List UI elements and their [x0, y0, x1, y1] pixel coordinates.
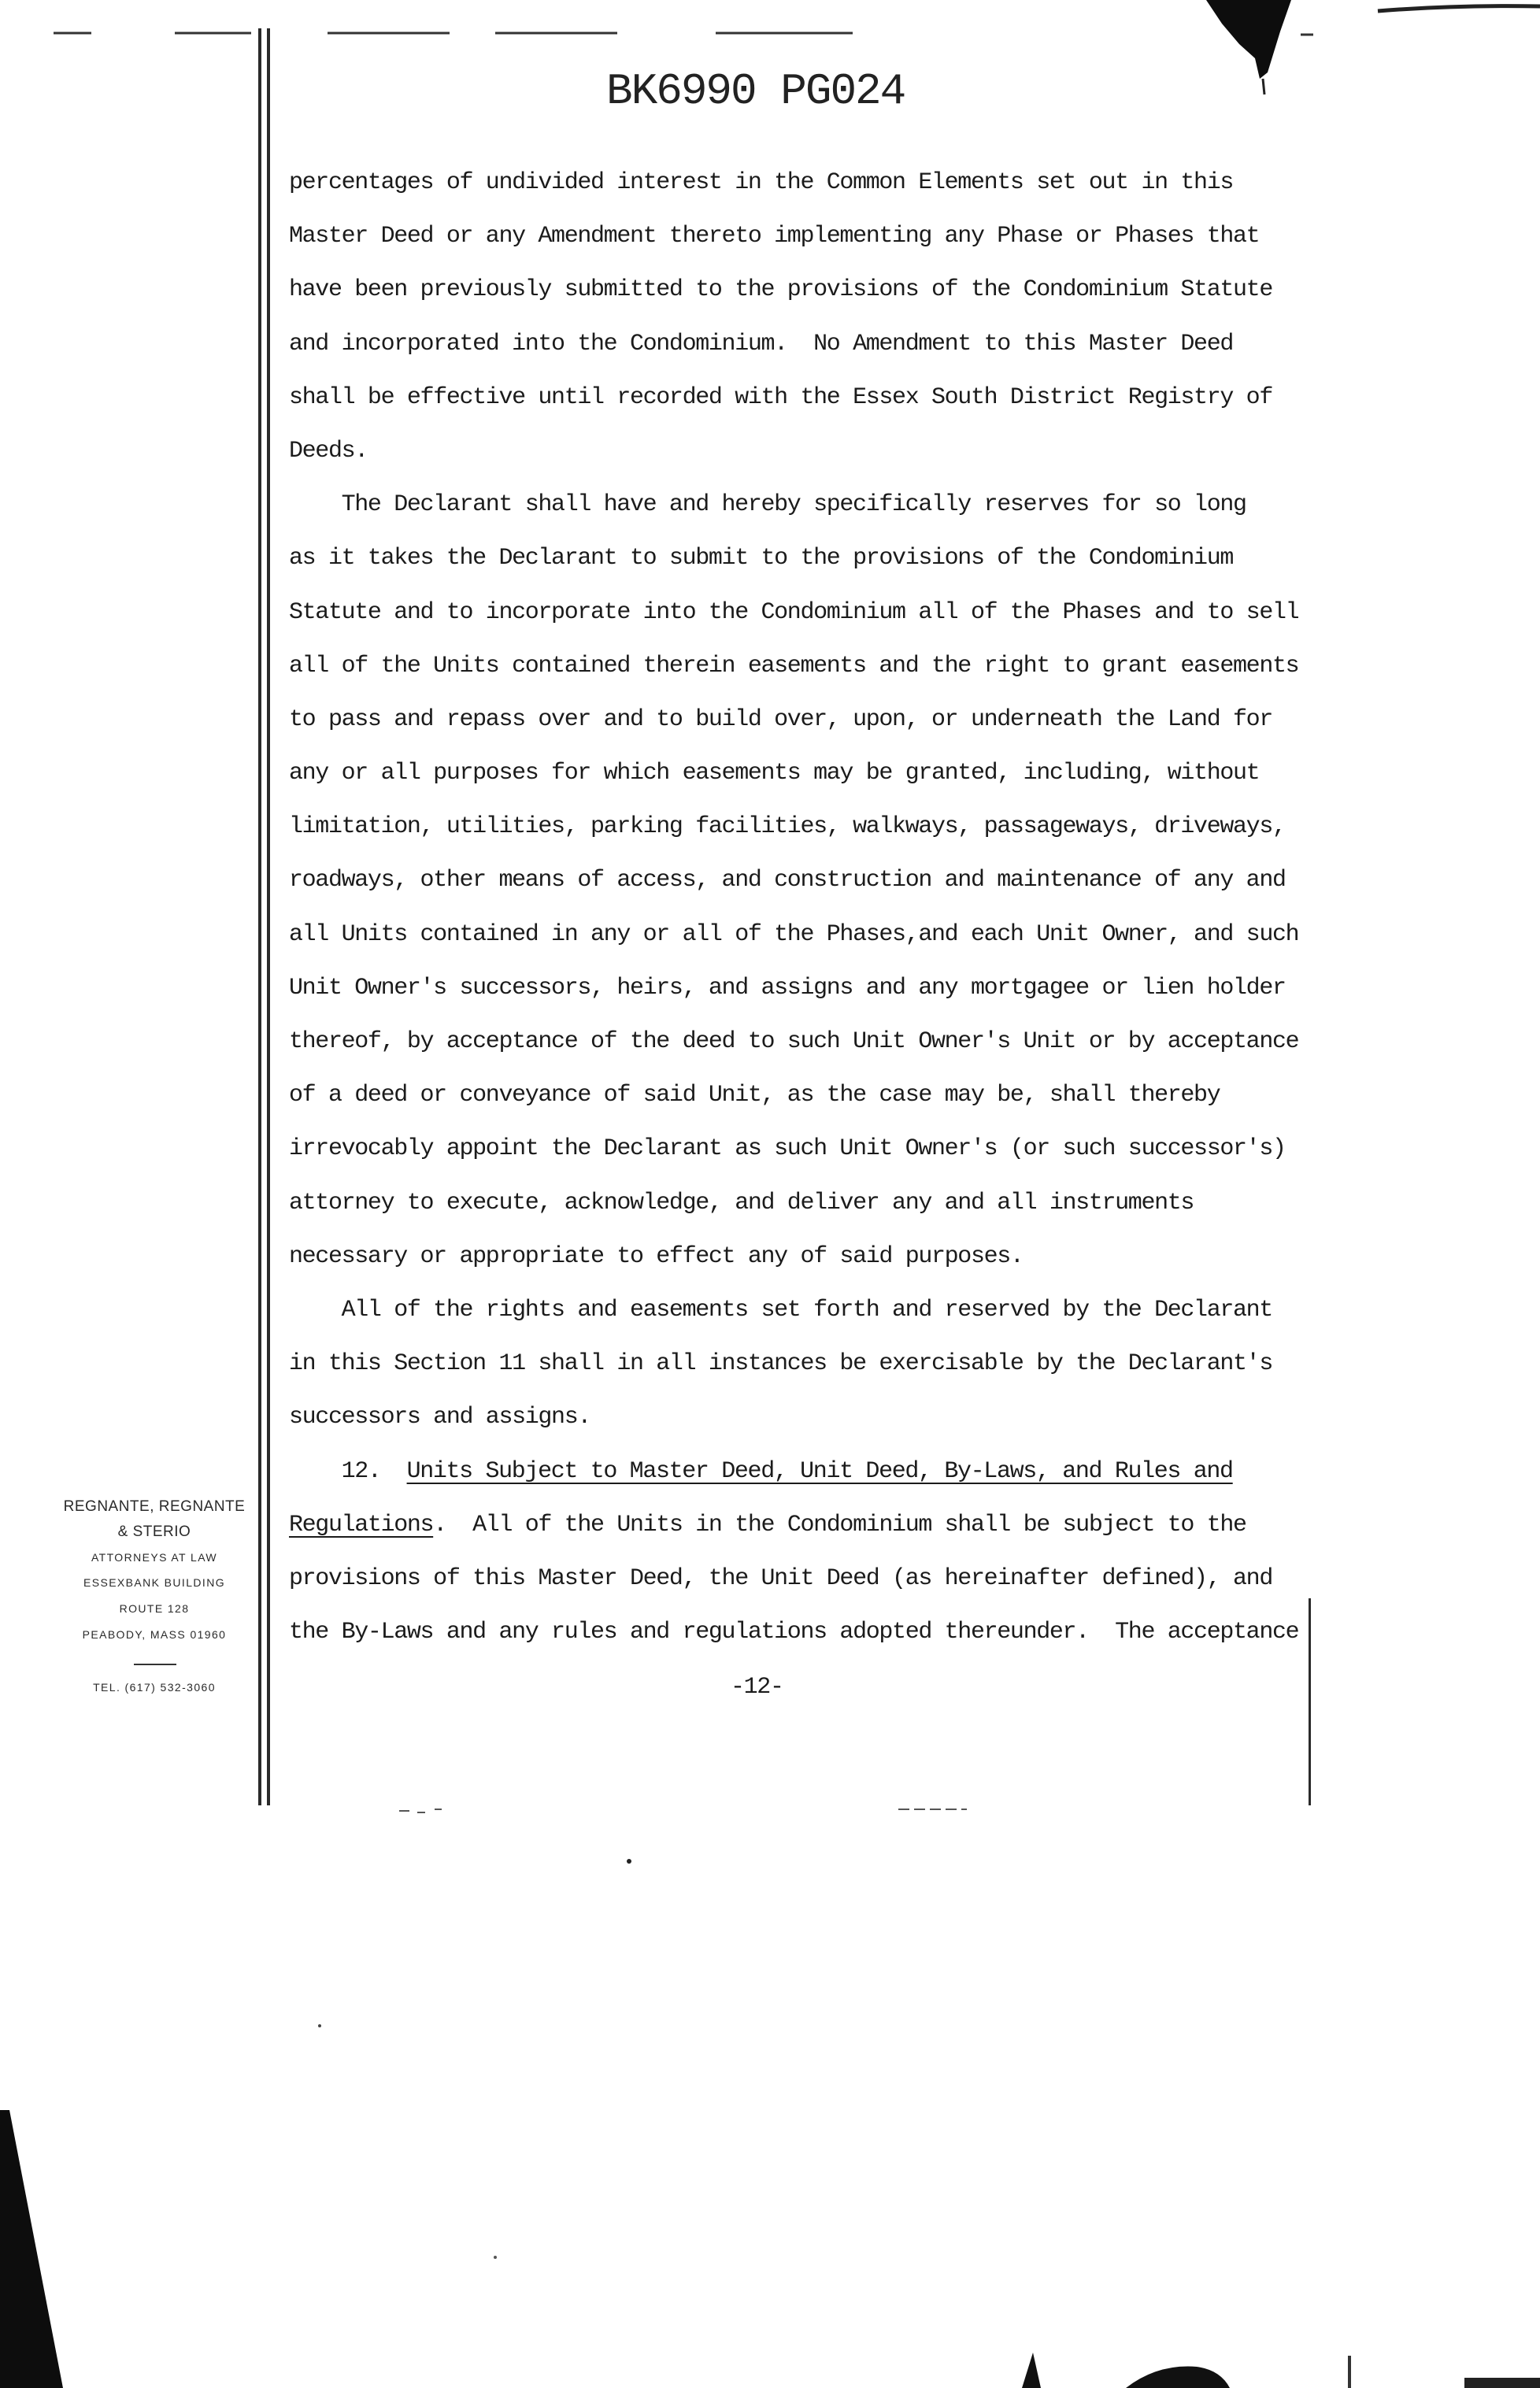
bottom-scan-mark [1022, 2353, 1041, 2388]
section-12 [289, 1445, 1423, 1660]
firm-building: ESSEXBANK BUILDING [83, 1576, 226, 1589]
text-line: have been previously submitted to the provisions of the Condominium Statute [289, 276, 1272, 304]
text-line: Master Deed or any Amendment thereto implementing any Phase or Phases that [289, 223, 1260, 250]
firm-city: PEABODY, MASS 01960 [82, 1628, 227, 1641]
section-number: 12. [341, 1457, 381, 1485]
bottom-right-corner-mark [1464, 2378, 1540, 2388]
top-right-edge-line [1378, 6, 1540, 11]
paragraph [289, 1283, 1423, 1445]
text-line: Unit Owner's successors, heirs, and assigns and any mortgagee or lien holder [289, 974, 1286, 1001]
top-right-tick [1263, 79, 1264, 94]
firm-phone: TEL. (617) 532-3060 [93, 1681, 216, 1694]
firm-street: ROUTE 128 [119, 1602, 190, 1615]
text-line: provisions of this Master Deed, the Unit Deed (as hereinafter defined), and [289, 1564, 1272, 1592]
firm-name-line: & STERIO [117, 1524, 191, 1540]
text-line: the By-Laws and any rules and regulations adopted thereunder. The acceptance [289, 1619, 1299, 1646]
text-line: thereof, by acceptance of the deed to such Unit Owner's Unit or by acceptance [289, 1028, 1299, 1055]
book-page-stamp: BK6990 PG024 [606, 66, 905, 117]
text-line: of a deed or conveyance of said Unit, as the case may be, shall thereby [289, 1082, 1220, 1109]
text-line: roadways, other means of access, and construction and maintenance of any and [289, 867, 1286, 894]
text-line: shall be effective until recorded with the Essex South District Registry of [289, 383, 1272, 411]
text-line: All of the rights and easements set forth and reserved by the Declarant [341, 1296, 1272, 1324]
firm-name-line: REGNANTE, REGNANTE [63, 1498, 246, 1515]
text-line: The Declarant shall have and hereby specifically reserves for so long [341, 491, 1246, 519]
text-line: successors and assigns. [289, 1404, 591, 1431]
bottom-left-scan-edge [0, 2110, 63, 2388]
section-heading: Units Subject to Master Deed, Unit Deed, By-Laws, and Rules and [406, 1457, 1233, 1485]
text-line: and incorporated into the Condominium. No Amendment to this Master Deed [289, 330, 1234, 357]
section-heading-continued: Regulations [289, 1511, 434, 1538]
text-line: all Units contained in any or all of the Phases,and each Unit Owner, and such [289, 920, 1299, 948]
text-line: necessary or appropriate to effect any of said purposes. [289, 1242, 1024, 1270]
text-line: attorney to execute, acknowledge, and deliver any and all instruments [289, 1189, 1194, 1216]
text-line: Deeds. [289, 437, 368, 465]
scan-dot [627, 1859, 631, 1864]
firm-divider [134, 1664, 176, 1665]
text-line: as it takes the Declarant to submit to the provisions of the Condominium [289, 545, 1234, 572]
page-number: -12- [731, 1674, 783, 1701]
text-line [289, 1498, 1423, 1552]
text-line: to pass and repass over and to build over, upon, or underneath the Land for [289, 705, 1272, 733]
top-rules [54, 33, 1313, 35]
text-line: in this Section 11 shall in all instances be exercisable by the Declarant's [289, 1350, 1272, 1378]
firm-title: ATTORNEYS AT LAW [91, 1551, 218, 1564]
bottom-right-scan-mark [1348, 2356, 1351, 2388]
section-heading-line [289, 1445, 1423, 1498]
text-line: percentages of undivided interest in the Common Elements set out in this [289, 169, 1234, 196]
bottom-dashes [399, 1809, 967, 1812]
bottom-scan-blob [1126, 2367, 1230, 2388]
text-line: any or all purposes for which easements may be granted, including, without [289, 760, 1260, 787]
scan-dot [494, 2256, 497, 2259]
scan-dot [318, 2024, 321, 2027]
text-line: irrevocably appoint the Declarant as such Unit Owner's (or such successor's) [289, 1135, 1286, 1163]
text-line: limitation, utilities, parking facilities, walkways, passageways, driveways, [289, 813, 1286, 841]
section-text: . All of the Units in the Condominium shall be subject to the [433, 1511, 1246, 1538]
paragraph [289, 478, 1423, 1283]
paragraph [289, 156, 1423, 478]
text-line: Statute and to incorporate into the Condominium all of the Phases and to sell [289, 598, 1299, 626]
body-text [289, 156, 1423, 1659]
text-line: all of the Units contained therein easements and the right to grant easements [289, 652, 1299, 679]
top-right-scan-mark [1206, 0, 1291, 79]
